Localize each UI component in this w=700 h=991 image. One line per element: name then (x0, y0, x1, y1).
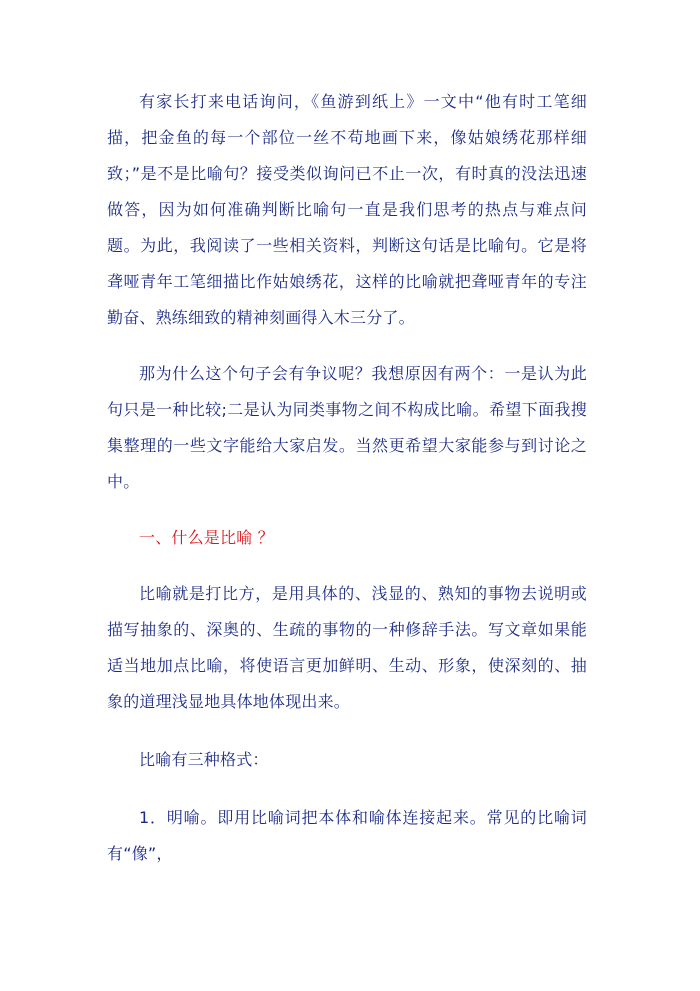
paragraph-spacer (107, 336, 587, 356)
paragraph-formats: 比喻有三种格式： (139, 750, 269, 769)
paragraph-spacer (107, 556, 587, 576)
document-body (107, 84, 587, 872)
section-heading: 一、什么是比喻 ？ (139, 528, 274, 547)
paragraph-spacer (107, 720, 587, 742)
paragraph-simile: 1．明喻。即用比喻词把本体和喻体连接起来。常见的比喻词有“像”， (107, 808, 587, 863)
paragraph-spacer (107, 500, 587, 520)
paragraph-reason: 那为什么这个句子会有争议呢？我想原因有两个：一是认为此句只是一种比较;二是认为同类事物之间不构成比喻。希望下面我搜集整理的一些文字能给大家启发。当然更希望大家能参与到讨论之中。 (107, 364, 587, 491)
paragraph-definition: 比喻就是打比方，是用具体的、浅显的、熟知的事物去说明或描写抽象的、深奥的、生疏的事物的一种修辞手法。写文章如果能适当地加点比喻，将使语言更加鲜明、生动、形象，使深刻的、抽象的道理浅显地具体地体现出来。 (107, 584, 587, 711)
paragraph-spacer (107, 778, 587, 800)
paragraph-intro: 有家长打来电话询问，《鱼游到纸上》一文中“他有时工笔细描，把金鱼的每一个部位一丝不苟地画下来，像姑娘绣花那样细致；”是不是比喻句？接受类似询问已不止一次，有时真的没法迅速做答，因为如何准确判断比喻句一直是我们思考的热点与难点问题。为此，我阅读了一些相关资料，判断这句话是比喻句。它是将聋哑青年工笔细描比作姑娘绣花，这样的比喻就把聋哑青年的专注勤奋、熟练细致的精神刻画得入木三分了。 (107, 92, 587, 327)
